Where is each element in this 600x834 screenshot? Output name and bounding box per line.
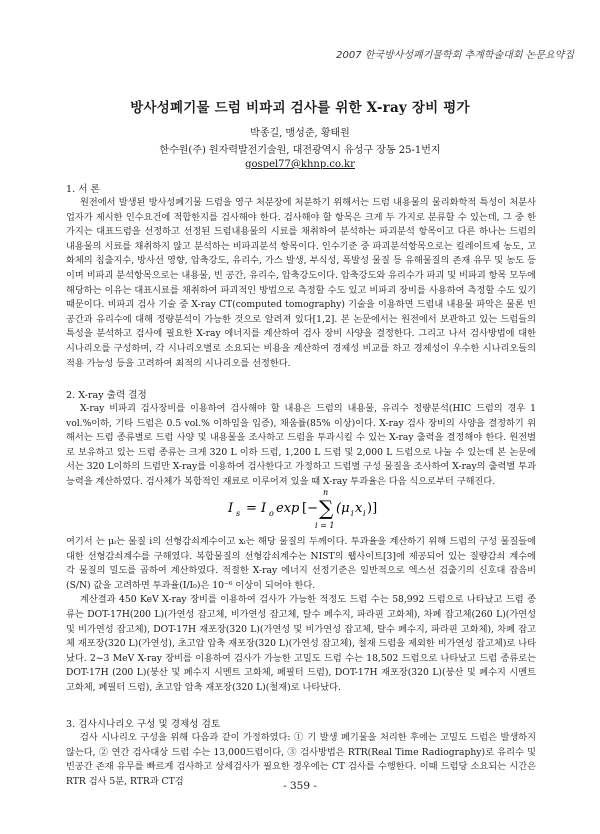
sum-symbol: ∑ [319, 496, 334, 520]
formula-term: (μ [336, 501, 350, 516]
author-list: 박종길, 맹성준, 황태원 [250, 128, 350, 139]
section-2-paragraph-3: 계산결과 450 KeV X-ray 장비를 이용하여 검사가 가능한 적정도 드럼 수는 58,992 드럼으로 나타났고 드럼 종류는 DOT-17H(200 L)(가연성 잡고체, 비가연성 잡고체, 탈수 폐수지, 파라핀 고화체), 차폐 잡고체(260 L)(가연성 및 비가연성 잡고체), DOT-17H 재포장(320 L)(가연성 및 비가연성 잡고체, 탈수 폐수지, 파라핀 고화체), 차폐 잡고체 재포장(320 L)(가연성), 초고압 압축 재포장(320 L)(가연성 잡고체), 철재 드럼을 제외한 비가연성 잡고체)로 나타났다. 2~3 MeV X-ray 장비를 이용하여 검사가 가능한 고밀도 드럼 수는 18,502 드럼으로 나타났고 드럼 종류로는 DOT-17H (200 L)(붕산 및 폐수지 시멘트 고화체, 폐필터 드럼), DOT-17H 재포장(320 L)(붕산 및 폐수지 시멘트 고화체, 폐필터 드럼), 초고압 압축 재포장(320 L)(철재)로 나타났다. [66, 594, 536, 693]
formula-bracket-close: )] [367, 501, 378, 516]
running-head: 2007 한국방사성폐기물학회 추계학술대회 논문요약집 [336, 50, 574, 61]
formula-eq: = I [246, 501, 267, 516]
affiliation: 한수원(주) 원자력발전기술원, 대전광역시 유성구 장동 25-1번지 [159, 145, 441, 156]
section-2-body-continued [66, 535, 536, 696]
section-3-paragraph: 검사 시나리오 구성을 위해 다음과 같이 가정하였다: ① 기 발생 폐기물을 처리한 후에는 고밀도 드럼은 발생하지 않는다, ② 연간 검사대상 드럼 수는 13,000드럼이다, ③ 검사방법은 RTR(Real Time Radiography)로 유리수 및 빈공간 존재 유무를 빠르게 검사하고 상세검사가 필요한 경우에는 CT 검사를 수행한다. 이때 드럼당 소요되는 시간은 RTR 검사 5분, RTR과 CT검 [66, 732, 536, 787]
formula-bracket-open: [− [302, 501, 318, 516]
formula-lhs: I [228, 501, 234, 516]
section-2-body [66, 402, 536, 490]
formula-sum-bottom: i = 1 [315, 521, 335, 530]
section-3-heading: 3. 검사시나리오 구성 및 경제성 검토 [66, 719, 221, 730]
section-1-body [66, 196, 536, 371]
section-2-paragraph-2: 여기서 는 μᵢ는 물질 i의 선형감쇠계수이고 xᵢ는 해당 물질의 두께이다. 투과율을 계산하기 위해 드럼의 구성 물질들에 대한 선형감쇠계수를 구해였다. 복합물질의 선형감쇠계수는 NIST의 웹사이트[3]에 제공되어 있는 질량감쇠 계수에 각 물질의 밀도를 곱하여 계산하였다. 적절한 X-ray 에너지 선정기준은 일반적으로 엑스선 검출기의 신호대 잡음비(S/N) 값을 고려하면 투과율(I/I₀)은 10⁻⁶ 이상이 되어야 한다. [66, 536, 536, 591]
formula-sum-top: n [323, 488, 329, 497]
formula-term-x: x [355, 501, 363, 516]
formula-lhs-sub: s [236, 509, 241, 518]
paper-title: 방사성폐기물 드럼 비파괴 검사를 위한 X-ray 장비 평가 [130, 100, 470, 116]
formula-i0-sub: o [269, 509, 274, 518]
section-1-heading: 1. 서 론 [66, 184, 100, 195]
author-email: gospel77@khnp.co.kr [245, 159, 355, 170]
transmission-formula [226, 486, 386, 530]
section-1-paragraph: 원전에서 발생된 방사성폐기물 드럼을 영구 처분장에 처분하기 위해서는 드럼 내용물의 물리화학적 특성이 처분사업자가 제시한 인수요건에 적합한지를 검사해야 한다. 검사해야 할 항목은 크게 두 가지로 분류할 수 있는데, 그 중 한 가지는 대표드럼을 선정하고 선정된 드럼내용물의 시료를 채취하여 분석하는 파괴분석 항목이고 다른 하나는 드럼의 내용물의 시료를 채취하지 않고 분석하는 비파괴분석 항목이다. 인수기준 중 파괴분석항목으로는 킬레이트제 농도, 고화체의 침출지수, 방사선 영향, 압축강도, 유리수, 가스 발생, 부식성, 폭발성 물질 등 유해물질의 존재 유무 및 농도 등이며 비파괴 분석항목으로는 내용물, 빈 공간, 유리수, 압축강도이다. 압축강도와 유리수가 파괴 및 비파괴 항목 모두에 해당하는 이유는 대표시료를 채취하여 파괴적인 방법으로 측정할 수도 있고 비파괴 장비를 사용하여 측정할 수도 있기 때문이다. 비파괴 검사 기술 중 X-ray CT(computed tomography) 기술을 이용하면 드럼내 내용물 파악은 물론 빈공간과 유리수에 대해 정량분석이 가능한 것으로 알려져 있다[1,2]. 본 논문에서는 원전에서 보관하고 있는 드럼들의 특성을 분석하고 검사에 필요한 X-ray 에너지를 계산하여 검사 장비 사양을 결정한다. 그리고 나서 검사방법에 대한 시나리오를 구성하며, 각 시나리오별로 소요되는 비용을 계산하여 경제성 비교를 하고 경제성이 우수한 시나리오들의 적용 가능성 등을 고려하여 최적의 시나리오를 선정한다. [66, 197, 536, 369]
formula-term-x-sub: i [363, 509, 366, 518]
formula-exp: exp [276, 501, 300, 516]
section-2-heading: 2. X-ray 출력 결정 [66, 390, 147, 401]
formula-term-sub: i [351, 509, 354, 518]
page-number: - 359 - [283, 780, 317, 792]
section-2-paragraph-1: X-ray 비파괴 검사장비를 이용하여 검사해야 할 내용은 드럼의 내용물, 유리수 정량분석(HIC 드럼의 경우 1 vol.%이하, 기타 드럼은 0.5 vol.% 이하임을 입증), 채움률(85% 이상)이다. X-ray 검사 장비의 사양을 결정하기 위해서는 드럼 종류별로 드럼 사양 및 내용물을 조사하고 드럼을 투과시킬 수 있는 X-ray 출력을 결정해야 한다. 원전별로 보유하고 있는 드럼 종류는 크게 320 L 이하 드럼, 1,200 L 드럼 및 2,000 L 드럼으로 나눌 수 있는데 본 논문에서는 320 L이하의 드럼만 X-ray를 이용하여 검사한다고 가정하고 드럼별 구성 물질을 조사하여 X-ray의 출력별 투과 능력을 계산하였다. 검사체가 복합적인 재료로 이루어져 있을 때 X-ray 투과율은 다음 식으로부터 구해진다. [66, 403, 536, 487]
